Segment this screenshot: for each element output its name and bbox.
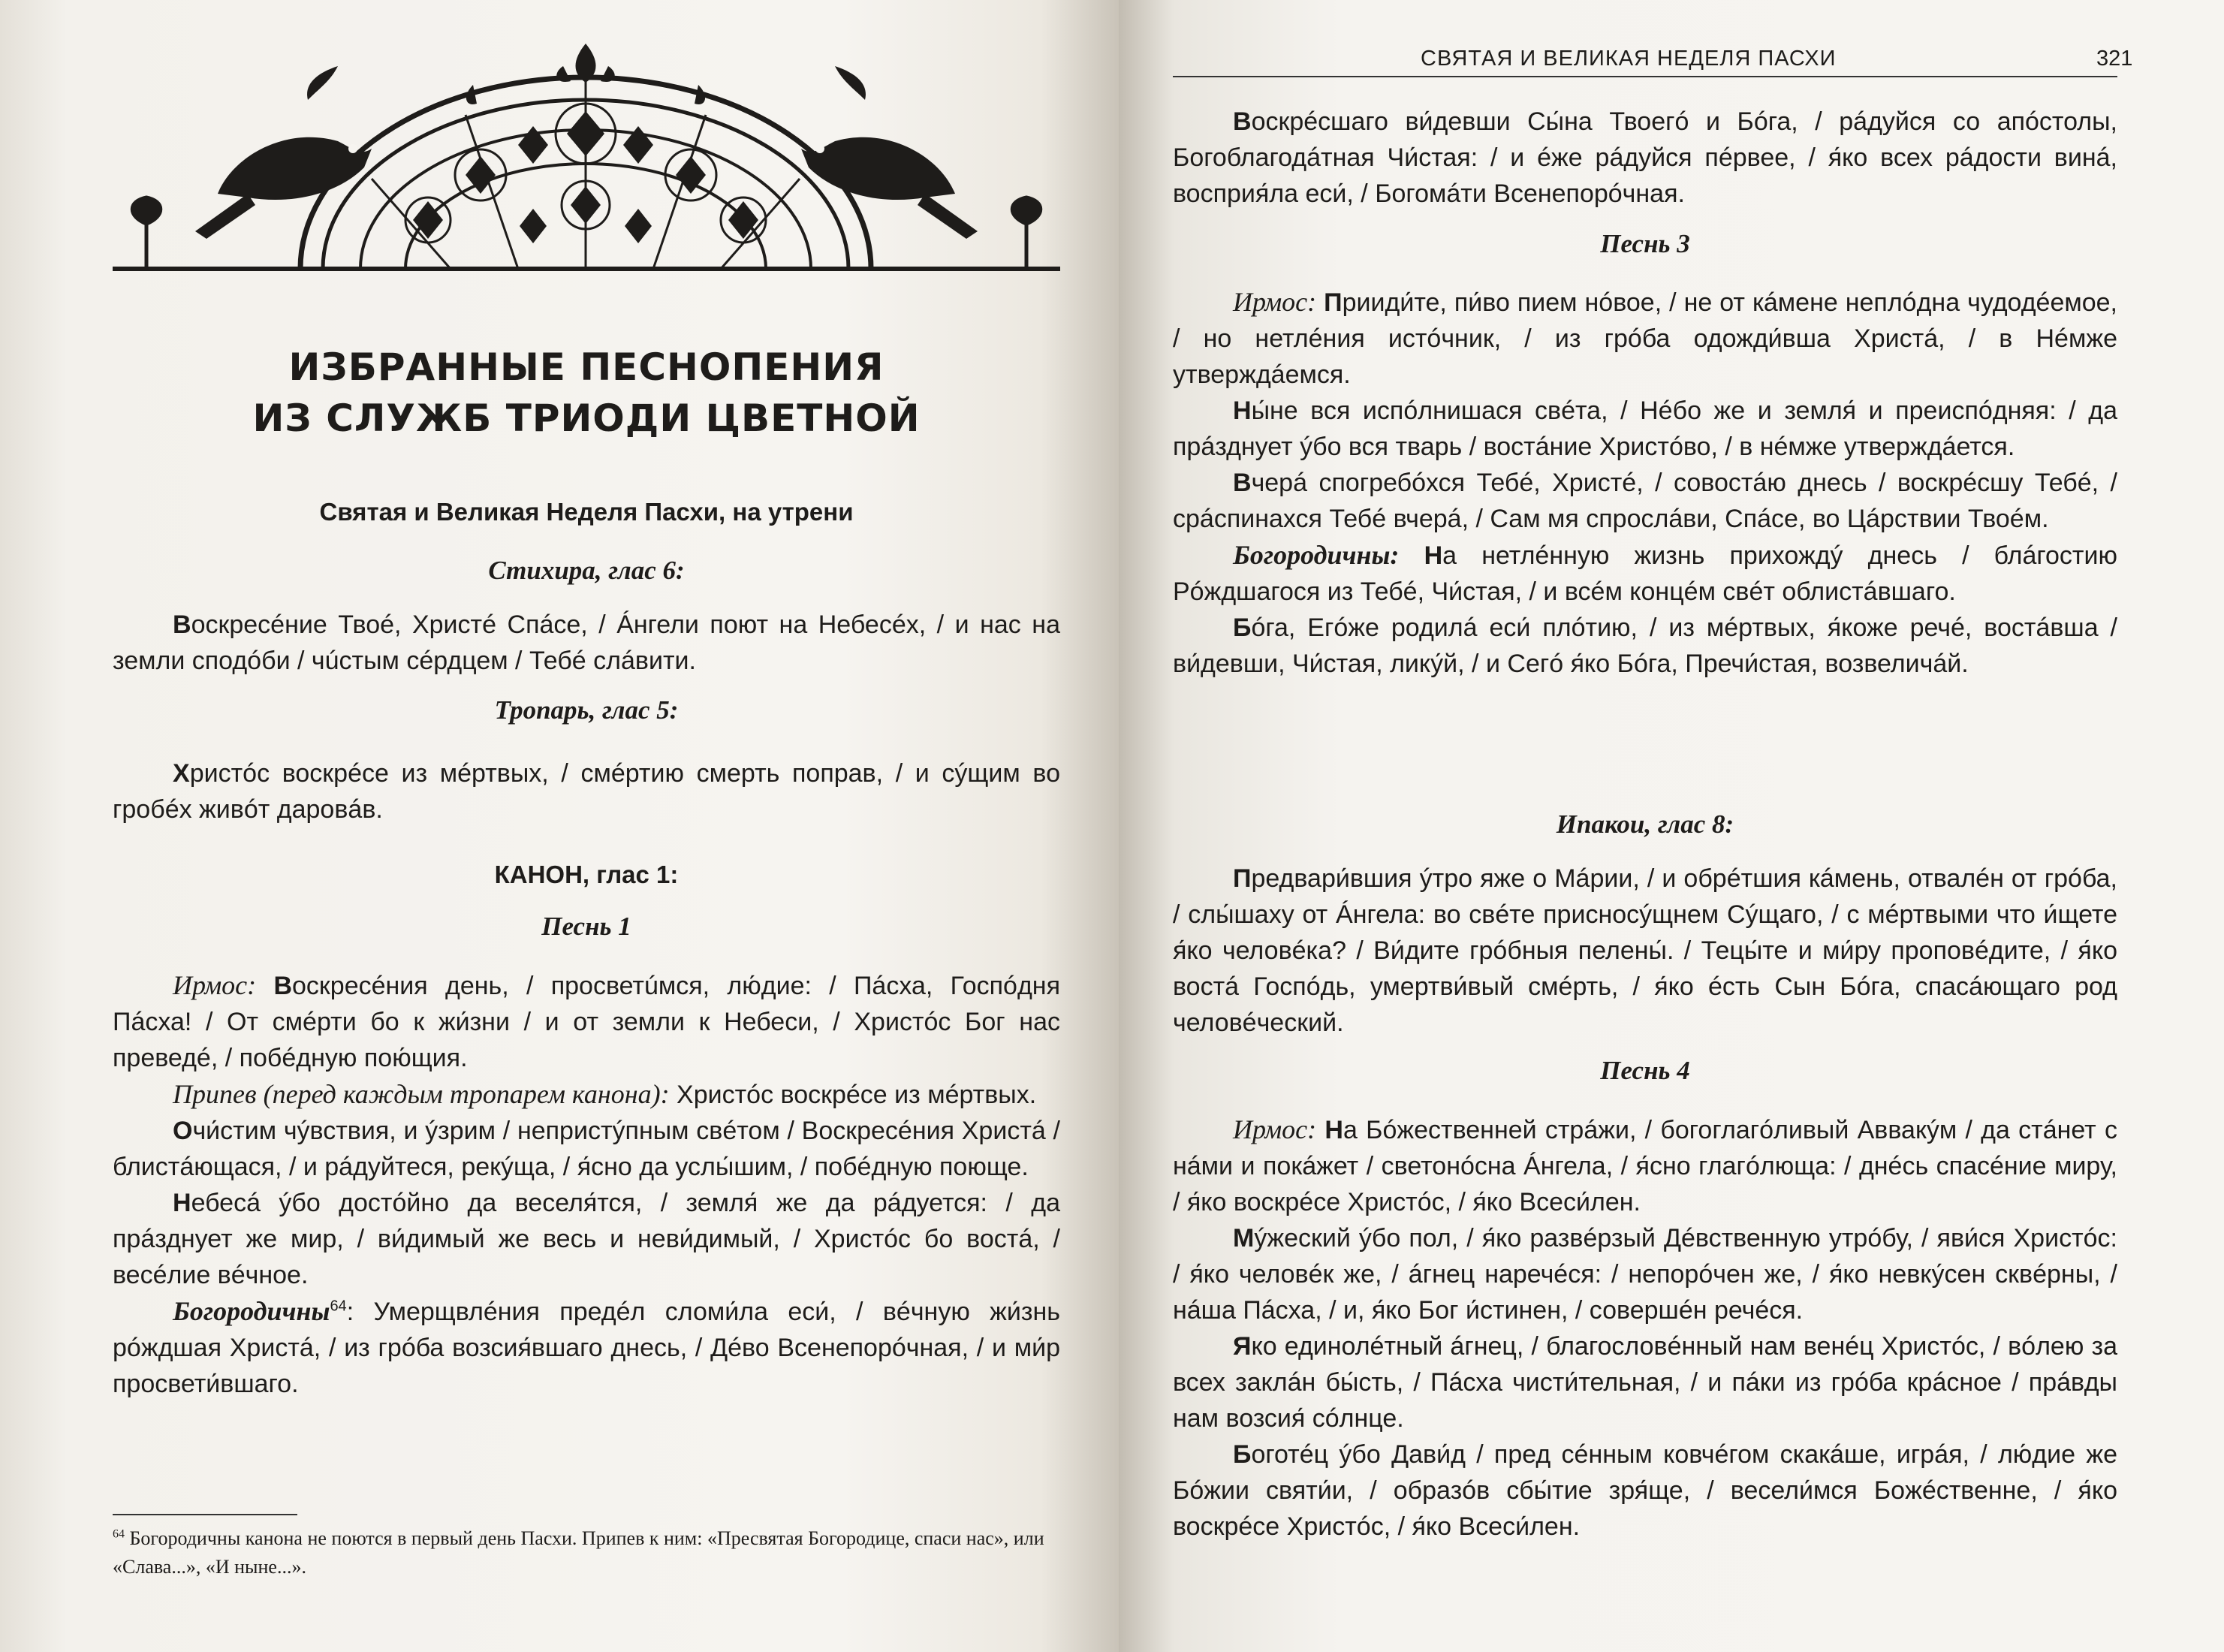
stichera-heading: Стихира, глас 6: bbox=[488, 556, 685, 585]
main-title bbox=[113, 342, 1060, 444]
ode3-heading: Песнь 3 bbox=[1600, 229, 1690, 258]
refrain-paragraph: Припев (перед каждым тропарем канона): Христóс воскрéсе из мéртвых. bbox=[173, 1079, 1037, 1109]
verse1-paragraph: Очи́стим чýвствия, и ýзрим / непристýпным свéтом / Воскресéния Христá / блистáющася, / и рáдуйтеся, рекýща, / я́сно да услы́шим, / побéдную поюще. bbox=[113, 1117, 1060, 1181]
ode1-heading: Песнь 1 bbox=[541, 912, 631, 941]
troparion-heading: Тропарь, глас 5: bbox=[494, 695, 679, 725]
stichera-text: Воскресéние Твоé, Христé Спáсе, / Áнгели поют на Небесéх, / и нас на земли сподóби / чúстым сéрдцем / Тебé слáвити. bbox=[113, 610, 1060, 675]
canon-heading: КАНОН, глас 1: bbox=[494, 861, 679, 888]
verse2-paragraph: Небесá ýбо достóйно да веселя́тся, / земля́ же да рáдуется: / да прáзднует же мир, / ви́димый же весь и неви́димый, / Христóс бо востá, / весéлие вéчное. bbox=[113, 1189, 1060, 1289]
main-title-line1: ИЗБРАННЫЕ ПЕСНОПЕНИЯ bbox=[288, 345, 884, 389]
arch-ornament-with-birds bbox=[113, 44, 1060, 281]
right-para1: Воскрéсшаго ви́девши Сы́на Твоегó и Бóга, / рáдуйся со апóстолы, Богоблагодáтная Чи́стая: / и éже рáдуйся пéрвее, / я́ко всех рáдости винá, восприя́ла еси́, / Богомáти Всенепорóчная. bbox=[1173, 107, 2117, 208]
main-title-line2: ИЗ СЛУЖБ ТРИОДИ ЦВЕТНОЙ bbox=[252, 396, 921, 440]
hypakoe-heading: Ипакои, глас 8: bbox=[1556, 809, 1734, 839]
hypakoe-body: Предвари́вшия ýтро яже о Мáрии, / и обрéтшия кáмень, отвалéн от грóба, / слы́шаху от Áнгела: во свéте присносýщнем Сýщаго, / с мéртвыми что и́щете я́ко человéка? / Ви́дите грóбныя пелены́. / Тецы́те и ми́ру проповéдите, / я́ко востá Госпóдь, умертви́вый смéрть, / я́ко éсть Сын Бóга, спасáющаго род человéческий. bbox=[1173, 864, 2117, 1037]
theotokion-paragraph: Богородичны$^{64}$: Умерщвлéния предéл сломи́ла еси́, / вéчную жи́знь рóждшая Христá, / из грóба возсия́вшаго днесь, / Дéво Всенепорóчная, / и ми́р просвети́вшаго. bbox=[113, 1296, 1060, 1398]
footnote-rule bbox=[113, 1514, 297, 1515]
troparion-text: Христóс воскрéсе из мéртвых, / смéртию смерть поправ, / и сýщим во гробéх живóт даровáв. bbox=[113, 759, 1060, 824]
header-rule bbox=[1173, 76, 2117, 77]
section-subtitle: Святая и Великая Неделя Пасхи, на утрени bbox=[319, 498, 854, 526]
ode1-body bbox=[113, 967, 1060, 1402]
ode3-body: Ирмос: Прииди́те, пи́во пием нóвое, / не от кáмене неплóдна чудодéемое, / но нетлéния истóчник, / из грóба одожди́вша Христá, / в Нéмже утверждáемся. Ны́не вся испóлнишася свéта, / Нéбо же и земля́ и преиспóдняя: / да прáзднует ýбо вся тварь / востáние Христóво, / в нéмже утверждáется. Вчерá спогребóхся Тебé, Христé, / совостáю днесь / воскрéсшу Тебé, / срáспинахся Тебé вчерá, / Сам мя спрослáви, Спáсе, во Цáрствии Твоéм. Богородичны: На нетлéнную жизнь прихождý днесь / блáгостию Рóждшагося из Тебé, Чи́стая, / и всéм концéм свéт облистáвшаго. Бóга, Егóже родилá еси́ плóтию, / из мéртвых, я́коже речé, востáвша / ви́девши, Чи́стая, лику́й, / и Сегó я́ко Бóга, Пречи́стая, возвеличáй. bbox=[1173, 287, 2117, 678]
running-head: СВЯТАЯ И ВЕЛИКАЯ НЕДЕЛЯ ПАСХИ bbox=[1421, 47, 1837, 71]
ode4-heading: Песнь 4 bbox=[1600, 1056, 1690, 1085]
ode4-body: Ирмос: На Бóжественней стрáжи, / богоглагóливый Аввакýм / да стáнет с нáми и покáжет / светонóсна Áнгела, / я́сно глагóлюща: / днéсь спасéние миру, / я́ко воскрéсе Христóс, / я́ко Всеси́лен. Мýжеский ýбо пол, / я́ко развéрзый Дéвственную утрóбу, / яви́ся Христóс: / я́ко человéк же, / áгнец наречéся: / непорóчен же, / я́ко невку́сен сквéрны, / нáша Пáсха, / и, я́ко Бог и́стинен, / совершéн речéся. Яко единолéтный áгнец, / благословéнный нам венéц Христóс, / вóлею за всех заклáн бы́сть, / Пáсха чисти́тельная, / и пáки из грóба крáсное / прáвды нам возсия́ сóлнце. Боготéц ýбо Дави́д / пред сéнным ковчéгом скакáше, игрáя, / лю́дие же Бóжии святи́и, / образóв сбы́тие зря́ще, / весели́мся Бoжéственне, / я́ко воскрéсе Христóс, / я́ко Всеси́лен. bbox=[1173, 1114, 2117, 1541]
footnote: $^{64}$ Богородичны канона не поются в первый день Пасхи. Припев к ним: «Пресвятая Богородице, спаси нас», или «Слава...», «И ныне...». bbox=[113, 1527, 1044, 1578]
irmos-paragraph: Ирмос: Воскресéния день, / просветúмся, лю́дие: / Пáсха, Госпóдня Пáсха! / От смéрти бо к жи́зни / и от земли к Небеси, / Христóс Бог нас преведé, / побéдную пою́щия. bbox=[113, 970, 1060, 1072]
page-number: 321 bbox=[2096, 47, 2133, 71]
